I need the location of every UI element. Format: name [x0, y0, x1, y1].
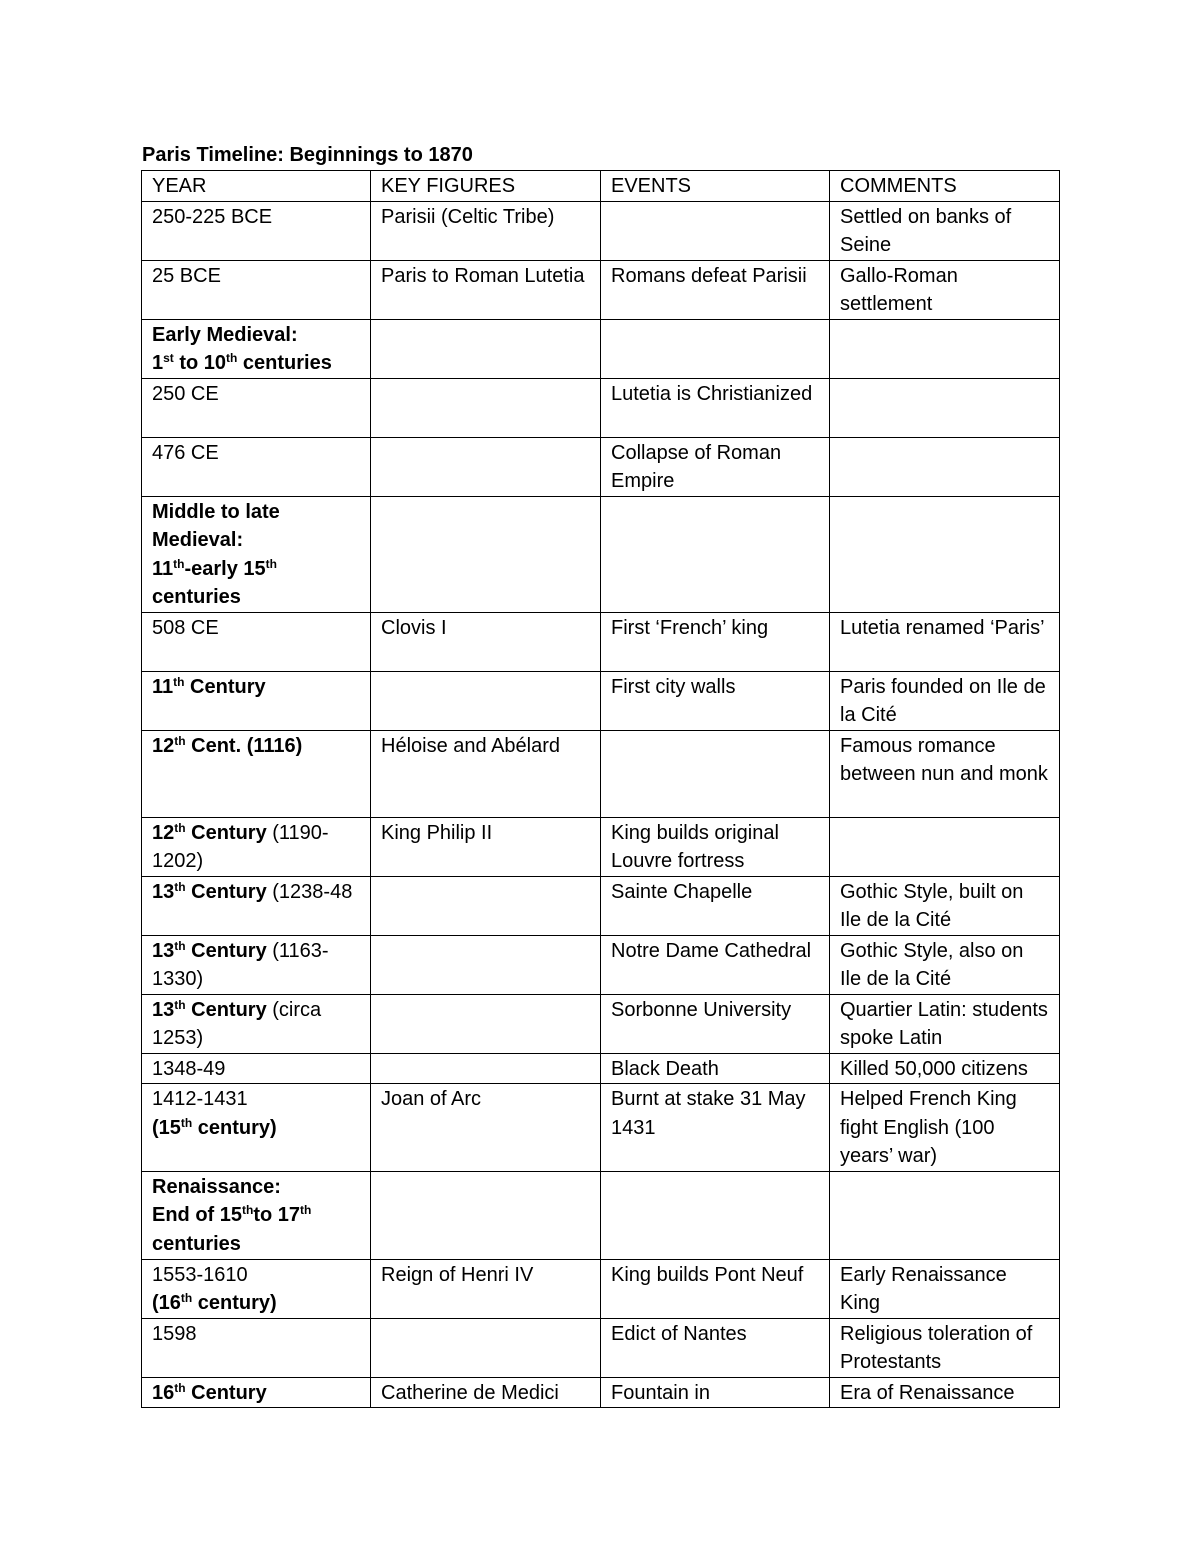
- events-cell: [601, 1171, 830, 1259]
- table-row: [142, 817, 1060, 876]
- year-cell: 250-225 BCE: [142, 201, 371, 260]
- year-cell: 250 CE: [142, 378, 371, 437]
- timeline-table: [141, 170, 1060, 1408]
- events-cell: Edict of Nantes: [601, 1318, 830, 1377]
- table-row: [142, 1084, 1060, 1172]
- table-row: [142, 994, 1060, 1053]
- comments-cell: [830, 496, 1060, 612]
- events-cell: [601, 496, 830, 612]
- table-row: [142, 201, 1060, 260]
- figures-cell: [371, 378, 601, 437]
- table-row: [142, 1053, 1060, 1084]
- year-cell: 1598: [142, 1318, 371, 1377]
- figures-cell: King Philip II: [371, 817, 601, 876]
- year-cell: 12th Cent. (1116): [142, 730, 371, 817]
- page-title: Paris Timeline: Beginnings to 1870: [142, 144, 473, 166]
- events-cell: [601, 201, 830, 260]
- figures-cell: Parisii (Celtic Tribe): [371, 201, 601, 260]
- section-heading: [142, 496, 371, 612]
- events-cell: First city walls: [601, 671, 830, 730]
- comments-cell: Quartier Latin: students spoke Latin: [830, 994, 1060, 1053]
- year-cell: 13th Century (1163-1330): [142, 935, 371, 994]
- events-cell: [601, 319, 830, 378]
- comments-cell: Lutetia renamed ‘Paris’: [830, 612, 1060, 671]
- header-year: YEAR: [142, 171, 371, 202]
- figures-cell: [371, 994, 601, 1053]
- section-range-end: centuries: [152, 1232, 241, 1255]
- events-cell: First ‘French’ king: [601, 612, 830, 671]
- figures-cell: [371, 671, 601, 730]
- section-heading: [142, 1171, 371, 1259]
- section-range-end: centuries: [152, 586, 241, 608]
- events-cell: Fountain in: [601, 1377, 830, 1408]
- comments-cell: [830, 437, 1060, 496]
- figures-cell: Catherine de Medici: [371, 1377, 601, 1408]
- figures-cell: Reign of Henri IV: [371, 1259, 601, 1318]
- comments-cell: [830, 378, 1060, 437]
- figures-cell: [371, 1171, 601, 1259]
- comments-cell: Paris founded on Ile de la Cité: [830, 671, 1060, 730]
- section-row: [142, 1171, 1060, 1259]
- events-cell: Notre Dame Cathedral: [601, 935, 830, 994]
- figures-cell: Joan of Arc: [371, 1084, 601, 1172]
- events-cell: Black Death: [601, 1053, 830, 1084]
- section-range: 11th-early 15th: [152, 556, 277, 580]
- year-cell: 1553-1610 (16th century): [142, 1259, 371, 1318]
- events-cell: King builds original Louvre fortress: [601, 817, 830, 876]
- figures-cell: [371, 935, 601, 994]
- events-cell: Collapse of Roman Empire: [601, 437, 830, 496]
- figures-cell: Paris to Roman Lutetia: [371, 260, 601, 319]
- comments-cell: Gothic Style, built on Ile de la Cité: [830, 876, 1060, 935]
- year-cell: 13th Century (1238-48: [142, 876, 371, 935]
- figures-cell: [371, 876, 601, 935]
- table-row: [142, 1259, 1060, 1318]
- year-cell: 11th Century: [142, 671, 371, 730]
- table-row: [142, 437, 1060, 496]
- figures-cell: [371, 437, 601, 496]
- comments-cell: [830, 817, 1060, 876]
- table-row: [142, 378, 1060, 437]
- header-key-figures: KEY FIGURES: [371, 171, 601, 202]
- section-row: [142, 496, 1060, 612]
- section-range: End of 15thto 17th: [152, 1203, 312, 1226]
- table-row: [142, 671, 1060, 730]
- comments-cell: Era of Renaissance: [830, 1377, 1060, 1408]
- comments-cell: Settled on banks of Seine: [830, 201, 1060, 260]
- comments-cell: Gothic Style, also on Ile de la Cité: [830, 935, 1060, 994]
- section-title: Early Medieval:: [152, 323, 298, 346]
- comments-cell: Killed 50,000 citizens: [830, 1053, 1060, 1084]
- year-cell: 16th Century: [142, 1377, 371, 1408]
- comments-cell: Famous romance between nun and monk: [830, 730, 1060, 817]
- year-cell: 12th Century (1190-1202): [142, 817, 371, 876]
- events-cell: Sainte Chapelle: [601, 876, 830, 935]
- events-cell: Romans defeat Parisii: [601, 260, 830, 319]
- figures-cell: Héloise and Abélard: [371, 730, 601, 817]
- year-cell: 1412-1431 (15th century): [142, 1084, 371, 1172]
- year-cell: 1348-49: [142, 1053, 371, 1084]
- year-cell: 13th Century (circa 1253): [142, 994, 371, 1053]
- header-comments: COMMENTS: [830, 171, 1060, 202]
- section-title: Middle to late Medieval:: [152, 500, 280, 551]
- table-row: [142, 1318, 1060, 1377]
- events-cell: King builds Pont Neuf: [601, 1259, 830, 1318]
- figures-cell: [371, 319, 601, 378]
- comments-cell: Gallo-Roman settlement: [830, 260, 1060, 319]
- table-row: [142, 876, 1060, 935]
- figures-cell: [371, 1318, 601, 1377]
- events-cell: [601, 730, 830, 817]
- table-row: [142, 730, 1060, 817]
- comments-cell: [830, 319, 1060, 378]
- comments-cell: [830, 1171, 1060, 1259]
- header-events: EVENTS: [601, 171, 830, 202]
- year-cell: 508 CE: [142, 612, 371, 671]
- comments-cell: Helped French King fight English (100 years’ war): [830, 1084, 1060, 1172]
- header-row: [142, 171, 1060, 202]
- figures-cell: [371, 1053, 601, 1084]
- table-row: [142, 935, 1060, 994]
- year-cell: 476 CE: [142, 437, 371, 496]
- events-cell: Burnt at stake 31 May 1431: [601, 1084, 830, 1172]
- events-cell: Sorbonne University: [601, 994, 830, 1053]
- table-row: [142, 1377, 1060, 1408]
- year-cell: 25 BCE: [142, 260, 371, 319]
- figures-cell: [371, 496, 601, 612]
- figures-cell: Clovis I: [371, 612, 601, 671]
- table-row: [142, 612, 1060, 671]
- section-range: 1st to 10th centuries: [152, 351, 332, 374]
- section-title: Renaissance:: [152, 1175, 281, 1198]
- section-row: [142, 319, 1060, 378]
- section-heading: [142, 319, 371, 378]
- table-row: [142, 260, 1060, 319]
- comments-cell: Early Renaissance King: [830, 1259, 1060, 1318]
- comments-cell: Religious toleration of Protestants: [830, 1318, 1060, 1377]
- events-cell: Lutetia is Christianized: [601, 378, 830, 437]
